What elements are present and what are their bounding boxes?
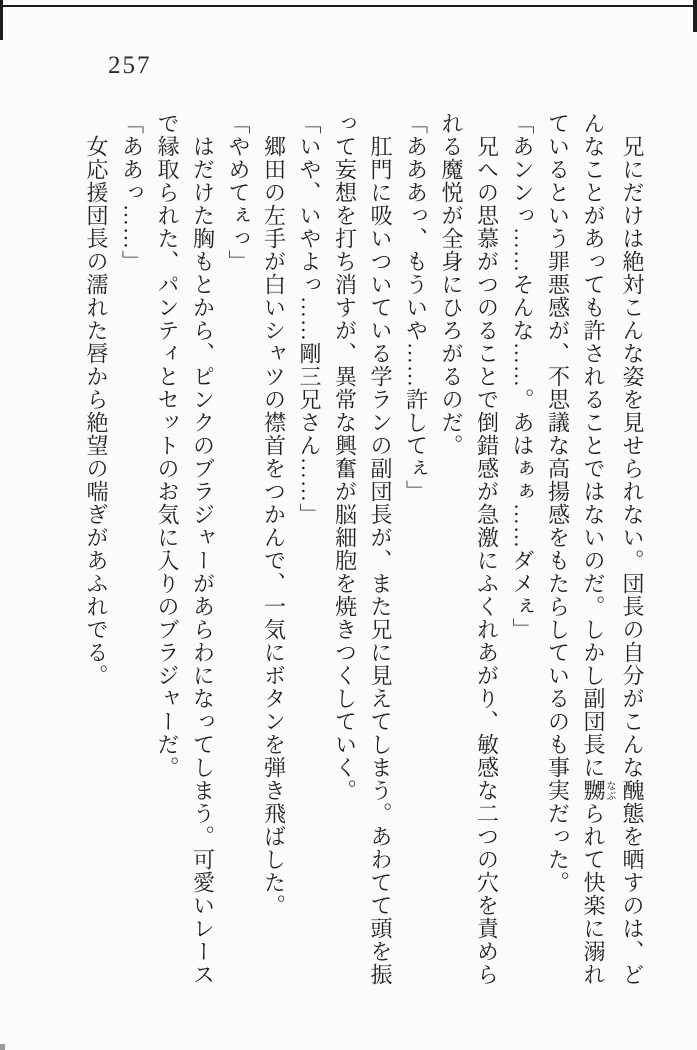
page-number: 257 (108, 52, 152, 79)
text-segment: んなことがあっても許されることではないのだ。しかし副団長に (581, 112, 606, 779)
text-column: で縁取られた、パンティとセットのお気に入りのブラジャーだ。 (155, 112, 180, 779)
scan-edge-bottom-left (0, 1044, 5, 1050)
text-column-dialogue: 「あンンっ……そんな……。あはぁぁ……ダメぇ」 (510, 112, 535, 641)
scan-edge-top (0, 5, 697, 7)
text-column-dialogue: 「ああっ……」 (119, 112, 145, 273)
text-column: はだけた胸もとから、ピンクのブラジャーがあらわになってしまう。可愛いレース (190, 135, 216, 986)
ruby-base: 嬲 (581, 779, 606, 802)
text-column: 兄への思慕がつのることで倒錯感が急激にふくれあがり、敏感な二つの穴を責めら (474, 135, 500, 986)
scan-edge-top-left (0, 0, 3, 40)
text-column: って妄想を打ち消すが、異常な興奮が脳細胞を焼きつくしていく。 (332, 112, 358, 802)
text-column: 肛門に吸いついている学ランの副団長が、また兄に見えてしまう。あわてて頭を振 (368, 135, 393, 986)
text-column: ているという罪悪感が、不思議な高揚感をもたらしているのも事実だった。 (545, 112, 571, 894)
text-column-dialogue: 「あああっ、もういや……許してぇ」 (403, 112, 429, 503)
text-column: 郷田の左手が白いシャツの襟首をつかんで、一気にボタンを弾き飛ばした。 (261, 135, 287, 917)
ruby-furigana: なぶ (604, 779, 615, 802)
text-column-dialogue: 「やめてぇっ」 (226, 112, 251, 273)
text-column: 兄にだけは絶対こんな姿を見せられない。団長の自分がこんな醜態を晒すのは、ど (620, 135, 645, 986)
text-column-dialogue: 「いや、いやよっ……剛三兄さん……」 (297, 112, 322, 526)
text-column: 女応援団長の濡れた唇から絶望の喘ぎがあふれでる。 (84, 135, 109, 687)
text-segment: られて快楽に溺れ (581, 802, 606, 986)
text-column: れる魔悦が全身にひろがるのだ。 (439, 112, 464, 457)
ruby-annotation (581, 779, 615, 802)
text-column (576, 112, 615, 992)
scan-edge-top-right (693, 0, 697, 32)
body-text (58, 112, 650, 992)
